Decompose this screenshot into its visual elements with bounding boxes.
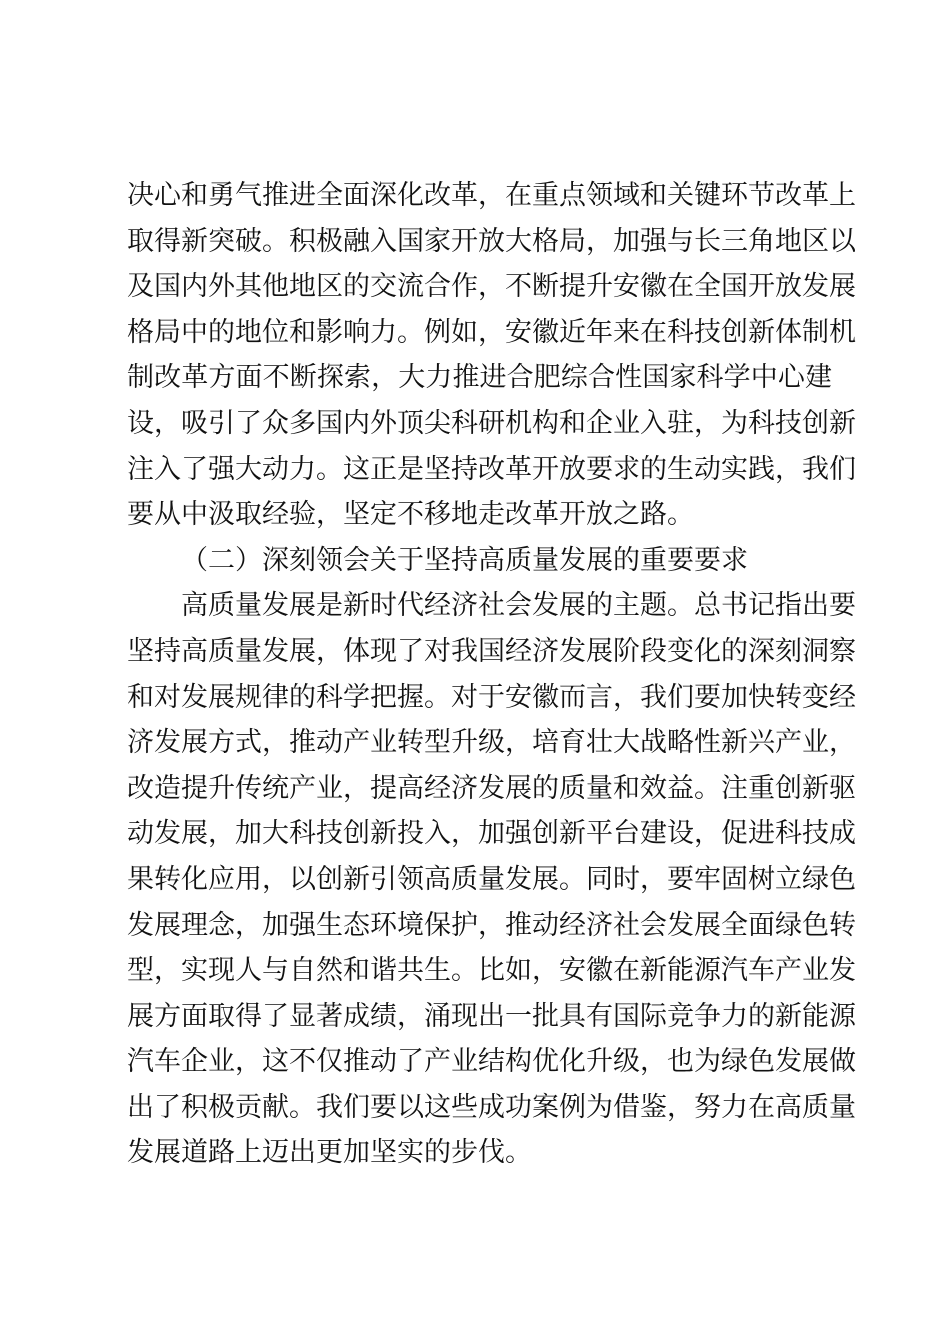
paragraph-line: 济发展方式，推动产业转型升级，培育壮大战略性新兴产业， (127, 727, 856, 759)
paragraph-line: 发展道路上迈出更加坚实的步伐。 (127, 1137, 532, 1169)
paragraph-line: 注入了强大动力。这正是坚持改革开放要求的生动实践，我们 (127, 453, 856, 485)
paragraph-line: 坚持高质量发展，体现了对我国经济发展阶段变化的深刻洞察 (127, 635, 856, 667)
paragraph-line: 取得新突破。积极融入国家开放大格局，加强与长三角地区以 (127, 225, 856, 257)
paragraph-line: 型，实现人与自然和谐共生。比如，安徽在新能源汽车产业发 (127, 955, 856, 987)
paragraph-line: 设，吸引了众多国内外顶尖科研机构和企业入驻，为科技创新 (127, 407, 856, 439)
paragraph-line: 汽车企业，这不仅推动了产业结构优化升级，也为绿色发展做 (127, 1046, 856, 1078)
paragraph-line: 制改革方面不断探索，大力推进合肥综合性国家科学中心建 (127, 362, 832, 394)
paragraph-line: 格局中的地位和影响力。例如，安徽近年来在科技创新体制机 (127, 316, 856, 348)
paragraph-line: 出了积极贡献。我们要以这些成功案例为借鉴，努力在高质量 (127, 1091, 856, 1123)
paragraph-line: 及国内外其他地区的交流合作，不断提升安徽在全国开放发展 (127, 271, 856, 303)
paragraph-line: 展方面取得了显著成绩，涌现出一批具有国际竞争力的新能源 (127, 1000, 856, 1032)
paragraph-line: 果转化应用，以创新引领高质量发展。同时，要牢固树立绿色 (127, 863, 856, 895)
paragraph-line: 动发展，加大科技创新投入，加强创新平台建设，促进科技成 (127, 818, 856, 850)
section-heading: （二）深刻领会关于坚持高质量发展的重要要求 (181, 544, 748, 576)
paragraph-line: 决心和勇气推进全面深化改革，在重点领域和关键环节改革上 (127, 180, 856, 211)
paragraph-2 (127, 583, 856, 1176)
paragraph-1 (127, 173, 856, 538)
paragraph-line: 和对发展规律的科学把握。对于安徽而言，我们要加快转变经 (127, 681, 856, 713)
paragraph-line: 高质量发展是新时代经济社会发展的主题。总书记指出要 (181, 590, 856, 622)
paragraph-line: 改造提升传统产业，提高经济发展的质量和效益。注重创新驱 (127, 772, 856, 804)
paragraph-line: 发展理念，加强生态环境保护，推动经济社会发展全面绿色转 (127, 909, 856, 941)
document-body (127, 173, 856, 1176)
paragraph-line: 要从中汲取经验，坚定不移地走改革开放之路。 (127, 499, 694, 531)
